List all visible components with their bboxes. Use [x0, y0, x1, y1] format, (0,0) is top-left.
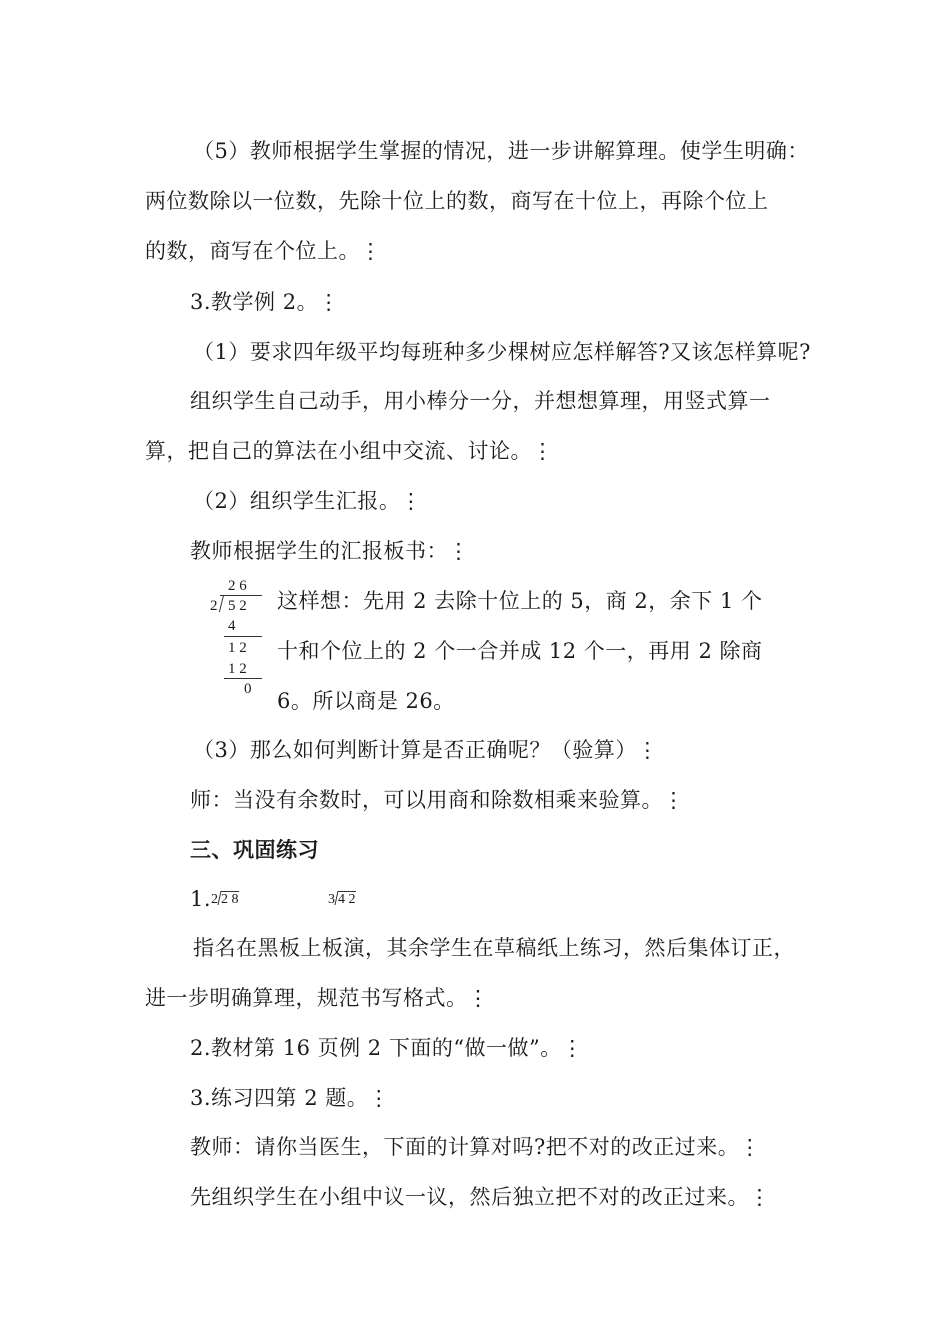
paragraph: 师：当没有余数时，可以用商和除数相乘来验算。⋮	[190, 788, 685, 812]
paragraph: 十和个位上的 2 个一合并成 12 个一，再用 2 除商	[277, 639, 763, 663]
paragraph: （3）那么如何判断计算是否正确呢？（验算）⋮	[193, 738, 659, 762]
division-bar	[220, 595, 262, 596]
exercise-division	[328, 891, 356, 908]
paragraph: 的数，商写在个位上。⋮	[145, 239, 382, 263]
divisor: 3	[328, 892, 335, 907]
quotient: 2 6	[228, 578, 247, 594]
paragraph: 指名在黑板上板演，其余学生在草稿纸上练习，然后集体订正，	[193, 936, 795, 960]
divisor: 2	[210, 598, 218, 614]
long-division-figure	[200, 576, 270, 698]
paragraph: 先组织学生在小组中议一议，然后独立把不对的改正过来。⋮	[190, 1185, 771, 1209]
paragraph: 教师根据学生的汇报板书：⋮	[190, 539, 470, 563]
paragraph: 组织学生自己动手，用小棒分一分，并想想算理，用竖式算一	[190, 389, 771, 413]
step-product: 1 2	[228, 661, 247, 677]
dividend: 2 8	[221, 892, 239, 907]
step-rule	[224, 678, 262, 679]
dividend: 4 2	[338, 892, 356, 907]
final-remainder: 0	[244, 681, 252, 697]
paragraph: 3.练习四第 2 题。⋮	[190, 1086, 390, 1110]
divisor: 2	[211, 892, 218, 907]
dividend: 5 2	[228, 598, 247, 614]
paragraph: （5）教师根据学生掌握的情况，进一步讲解算理。使学生明确：	[193, 139, 809, 163]
paragraph: 算，把自己的算法在小组中交流、讨论。⋮	[145, 439, 554, 463]
paragraph: （1）要求四年级平均每班种多少棵树应怎样解答?又该怎样算呢?	[193, 340, 811, 364]
exercise-number: 1.	[190, 887, 212, 911]
paragraph: 3.教学例 2。⋮	[190, 290, 340, 314]
section-heading: 三、巩固练习	[190, 837, 319, 862]
paragraph: 进一步明确算理，规范书写格式。⋮	[145, 986, 489, 1010]
paragraph: 教师：请你当医生，下面的计算对吗?把不对的改正过来。⋮	[190, 1135, 761, 1159]
step-rule	[224, 636, 262, 637]
paragraph: 2.教材第 16 页例 2 下面的“做一做”。⋮	[190, 1036, 584, 1060]
division-bracket	[219, 595, 224, 612]
paragraph: 这样想：先用 2 去除十位上的 5，商 2，余下 1 个	[277, 589, 763, 613]
exercise-division	[211, 891, 239, 908]
step-product: 4	[228, 618, 236, 634]
paragraph: 两位数除以一位数，先除十位上的数，商写在十位上，再除个位上	[145, 189, 769, 213]
step-remainder: 1 2	[228, 640, 247, 656]
paragraph: 6。所以商是 26。	[277, 689, 455, 713]
paragraph: （2）组织学生汇报。⋮	[193, 489, 422, 513]
